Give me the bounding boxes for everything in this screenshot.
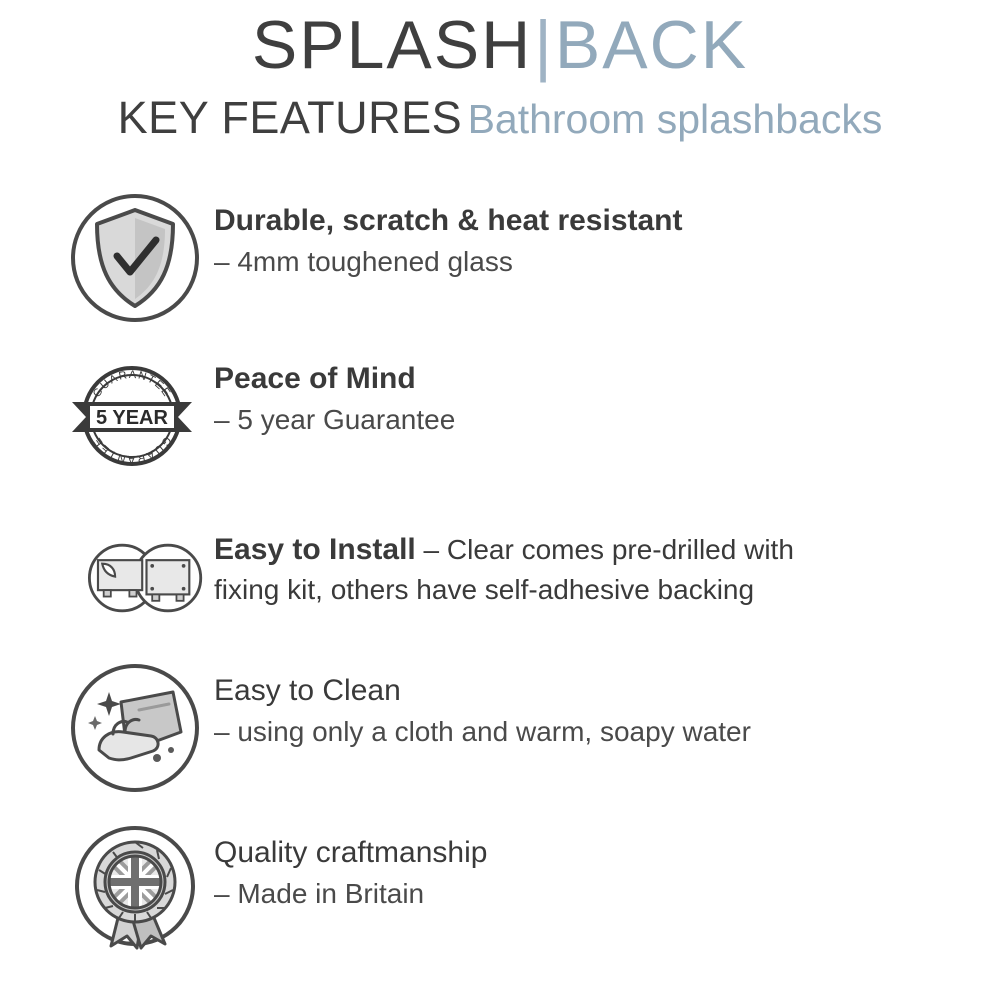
feature-item-durable [0,188,1000,328]
feature-title: Durable, scratch & heat resistant [214,204,683,237]
shield-check-icon [60,188,210,328]
subtitle-row [0,92,1000,144]
brand-header [0,0,1000,144]
brand-secondary-text: BACK [554,7,749,83]
cleaning-cloth-icon [60,658,210,798]
badge-top-text: GUARANTEE [90,368,174,400]
feature-title: Easy to Install [214,533,416,566]
brand-title [0,8,1000,82]
feature-title-line [214,530,986,570]
union-jack-rosette-icon [60,820,210,960]
brand-separator: | [534,7,553,83]
feature-text-clean [210,658,986,751]
guarantee-badge-icon [60,346,210,486]
feature-title-rest: – Clear comes pre-drilled with [415,534,794,565]
feature-subtitle: – using only a cloth and warm, soapy water [214,716,751,747]
feature-title: Easy to Clean [214,674,401,707]
feature-item-guarantee [0,346,1000,486]
feature-text-durable [210,188,986,281]
badge-main-text: 5 YEAR [96,407,168,429]
feature-title: Quality craftmanship [214,836,488,869]
panels-install-icon [60,508,210,648]
feature-text-install [210,508,986,610]
feature-subtitle: – 4mm toughened glass [214,246,513,277]
feature-item-clean [0,658,1000,798]
feature-item-install [0,508,1000,648]
brand-primary-text: SPLASH [251,7,533,83]
feature-list [0,188,1000,960]
feature-subtitle: – 5 year Guarantee [214,404,456,435]
feature-subtitle: fixing kit, others have self-adhesive backing [214,574,755,605]
feature-item-quality [0,820,1000,960]
subtitle-primary: KEY FEATURES [117,92,463,143]
feature-text-guarantee [210,346,986,439]
feature-subtitle: – Made in Britain [214,878,425,909]
subtitle-secondary: Bathroom splashbacks [467,96,883,142]
badge-bottom-text: GUARANTEE [90,434,174,466]
feature-title: Peace of Mind [214,362,416,395]
feature-text-quality [210,820,986,913]
